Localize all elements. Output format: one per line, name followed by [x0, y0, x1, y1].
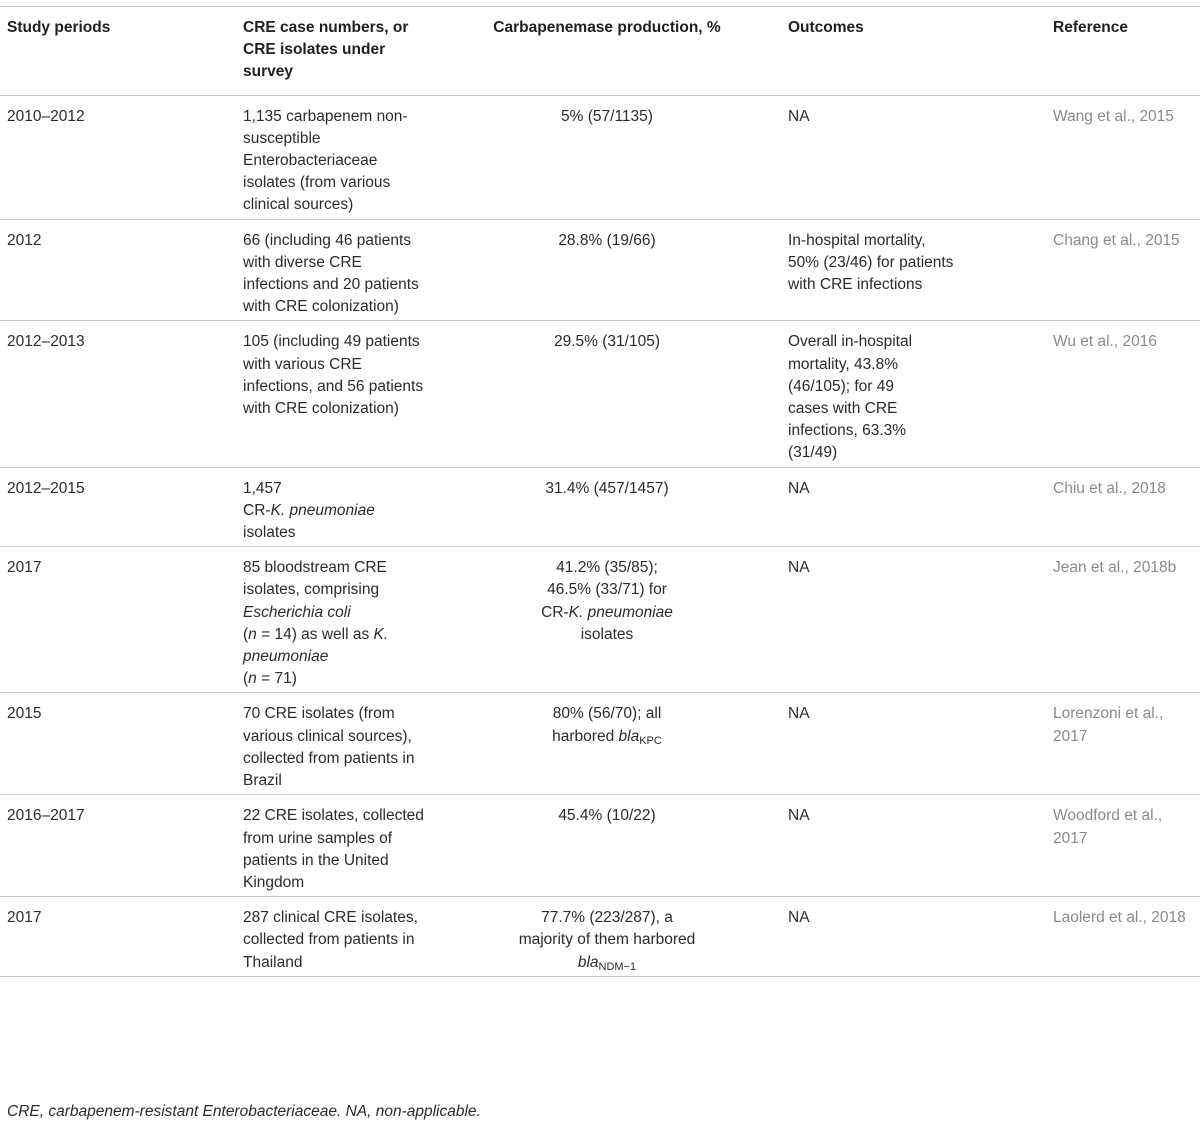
- table-row: [0, 693, 1200, 795]
- cases-n-b: n: [248, 670, 257, 688]
- cell-cases: [243, 467, 433, 547]
- table-row: [0, 795, 1200, 897]
- header-outcomes: Outcomes: [788, 19, 864, 36]
- cases-text-i: = 71): [261, 670, 297, 688]
- table-row: [0, 95, 1200, 219]
- production-a: 41.2% (35/85);: [556, 559, 658, 577]
- table-row: [0, 897, 1200, 977]
- cases-text-e: = 14) as well as: [261, 625, 370, 643]
- cell-outcome: NA: [788, 807, 810, 825]
- cell-outcome: NA: [788, 559, 810, 577]
- production-species: K. pneumoniae: [568, 603, 673, 621]
- cell-reference: Chiu et al., 2018: [1053, 479, 1166, 497]
- table-row: [0, 547, 1200, 693]
- header-row: [0, 7, 1200, 96]
- table-row: [0, 321, 1200, 467]
- header-carbapenemase: Carbapenemase production, %: [493, 19, 721, 36]
- production-e: isolates: [580, 625, 634, 643]
- cell-cases: 1,135 carbapenem non-susceptible Enterobacteriaceae isolates (from various clinical sources): [243, 107, 408, 214]
- header-study-periods: Study periods: [7, 19, 111, 36]
- cell-outcome: NA: [788, 107, 810, 125]
- production-gene-sub: KPC: [639, 734, 662, 747]
- cell-cases: 66 (including 46 patients with diverse CRE infections and 20 patients with CRE colonization): [243, 231, 419, 316]
- cell-production: 5% (57/1135): [561, 107, 653, 125]
- cases-count: 1,457: [243, 479, 282, 497]
- cell-reference: Laolerd et al., 2018: [1053, 909, 1186, 927]
- cell-outcome: NA: [788, 479, 810, 497]
- cell-outcome: In-hospital mortality, 50% (23/46) for patients with CRE infections: [788, 231, 954, 294]
- cell-cases: [243, 547, 433, 693]
- cell-production: [433, 897, 781, 977]
- cell-reference: Woodford et al., 2017: [1053, 807, 1163, 847]
- table-row: [0, 467, 1200, 547]
- production-a: 80% (56/70); all harbored: [552, 705, 662, 745]
- cell-cases: 105 (including 49 patients with various CRE infections, and 56 patients with CRE colonization): [243, 333, 424, 418]
- header-reference: Reference: [1053, 19, 1128, 36]
- production-c: CR-: [541, 603, 569, 621]
- cell-period: 2017: [7, 909, 42, 927]
- table-row: [0, 219, 1200, 321]
- cases-species: K. pneumoniae: [270, 501, 375, 519]
- cell-period: 2012–2015: [7, 479, 85, 497]
- cases-text-a: 85 bloodstream CRE isolates, comprising: [243, 559, 387, 599]
- table-body: [0, 95, 1200, 976]
- cell-period: 2010–2012: [7, 107, 85, 125]
- cases-paren-a: (: [243, 625, 249, 643]
- cases-n-a: n: [248, 625, 257, 643]
- table-footnote: CRE, carbapenem-resistant Enterobacteriaceae. NA, non-applicable.: [7, 1103, 481, 1120]
- cell-outcome: NA: [788, 909, 810, 927]
- cell-period: 2017: [7, 559, 42, 577]
- production-gene-sub: NDM−1: [598, 960, 637, 973]
- cell-cases: 70 CRE isolates (from various clinical sources), collected from patients in Brazil: [243, 705, 415, 790]
- cre-studies-table-wrapper: [0, 6, 1200, 977]
- table-header: [0, 7, 1200, 96]
- cell-production: 45.4% (10/22): [558, 807, 656, 825]
- production-b: 46.5% (33/71) for: [547, 581, 667, 599]
- cell-period: 2012–2013: [7, 333, 85, 351]
- cell-outcome: NA: [788, 705, 810, 723]
- cases-paren-b: (: [243, 670, 249, 688]
- cell-reference: Jean et al., 2018b: [1053, 559, 1177, 577]
- cell-production: [433, 547, 781, 693]
- cell-period: 2012: [7, 231, 42, 249]
- cell-production: 31.4% (457/1457): [545, 479, 669, 497]
- cell-period: 2015: [7, 705, 42, 723]
- cell-period: 2016–2017: [7, 807, 85, 825]
- production-a: 77.7% (223/287), a majority of them harbored: [518, 909, 696, 949]
- header-cre-cases: CRE case numbers, or CRE isolates under survey: [243, 19, 409, 81]
- cell-production: [433, 693, 781, 795]
- cre-studies-table: [0, 6, 1200, 977]
- cases-species-ecoli: Escherichia coli: [243, 603, 351, 621]
- cell-outcome: Overall in-hospital mortality, 43.8% (46/105); for 49 cases with CRE infections, 63.3% (31/49): [788, 333, 913, 462]
- cell-cases: 287 clinical CRE isolates, collected from patients in Thailand: [243, 909, 418, 971]
- cell-reference: Lorenzoni et al., 2017: [1053, 705, 1164, 745]
- cell-production: 28.8% (19/66): [558, 231, 656, 249]
- cell-reference: Wu et al., 2016: [1053, 333, 1157, 351]
- cell-reference: Chang et al., 2015: [1053, 231, 1180, 249]
- production-gene: bla: [618, 727, 640, 745]
- cell-reference: Wang et al., 2015: [1053, 107, 1174, 125]
- cell-production: 29.5% (31/105): [554, 333, 660, 351]
- cases-suffix: isolates: [243, 524, 296, 542]
- cases-species-kp: K. pneumoniae: [243, 625, 389, 666]
- production-gene: bla: [577, 953, 599, 971]
- cases-prefix: CR-: [243, 501, 271, 519]
- cell-cases: 22 CRE isolates, collected from urine samples of patients in the United Kingdom: [243, 807, 424, 891]
